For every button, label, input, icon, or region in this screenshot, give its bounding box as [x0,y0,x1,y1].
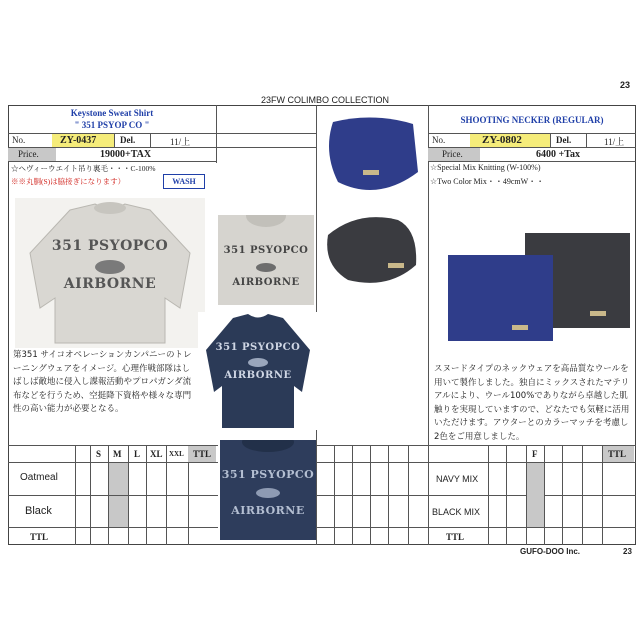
right-description: スヌードタイプのネックウェアを高品質なウールを用いて製作しました。独自にミックスされたマテリアルにより、ウール100%でありながら卓越した肌触りを実現していますので、どなたでも気軽に活用いただけます。アウターとのカラーマッチを考慮し2色をご用意しました。 [434,364,630,442]
size-s: S [96,449,102,459]
black-print-line2: AIRBORNE [224,370,292,381]
black-sweatshirt-photo [198,312,318,430]
wash-badge[interactable] [163,174,205,189]
color-oatmeal: Oatmeal [20,472,58,483]
left-del-label: Del. [120,135,136,145]
right-size-ttl: TTL [608,449,627,459]
right-spec-2: ☆Two Color Mix・・49cmW・・ [430,177,545,186]
closeup-print-line1: 351 PSYOPCO [223,245,309,256]
left-no-label: No. [12,135,26,145]
oatmeal-closeup-photo [218,215,314,305]
left-total-label: TTL [30,532,49,542]
size-l: L [134,449,141,459]
size-xxl: XXL [169,450,184,458]
black-print-line1: 351 PSYOPCO [215,342,301,353]
wings-emblem [95,260,125,274]
wash-label: WASH [172,177,196,186]
left-spec-1: ☆ヘヴィーウエイト吊り裏毛・・・C-100% [11,164,156,173]
left-price-value: 19000+TAX [100,149,152,160]
right-total-label: TTL [446,532,465,542]
size-xl: XL [150,449,163,459]
left-spec-2: ※※丸胴(S)は脇接ぎになります） [11,177,126,186]
right-no-label: No. [432,135,446,145]
page-number-top: 23 [620,80,631,90]
left-description: 第351 サイコオペレーションカンパニーのトレーニングウェアをイメージ。心理作戦部隊はしばしば敵地に侵入し諜報活動やプロパガンダ流布などを行うため、空挺降下資格や様々な専門性の高い能力が必要となる。 [13,350,192,414]
black-closeup-print-line2: AIRBORNE [231,504,305,517]
left-item-subname: " 351 PSYOP CO " [74,120,150,130]
left-del-value: 11/上 [170,137,191,147]
footer-page-number: 23 [623,547,632,556]
oatmeal-sweatshirt-photo [15,198,205,348]
black-closeup-photo [220,440,316,540]
right-price-value: 6400 +Tax [536,149,580,160]
left-item-name: Keystone Sweat Shirt [70,108,154,118]
right-no-value: ZY-0802 [482,134,522,146]
black-closeup-print-line1: 351 PSYOPCO [221,468,315,481]
oatmeal-print-line2: AIRBORNE [63,276,157,292]
footer-company: GUFO-DOO Inc. [520,547,580,556]
black-necker-photo [318,205,424,295]
color-black: Black [25,505,52,517]
two-neckers-shape [440,225,632,343]
navy-necker-shape [318,112,424,200]
left-no-value: ZY-0437 [60,135,97,146]
right-del-value: 11/上 [604,137,625,147]
two-neckers-photo [440,225,632,343]
black-necker-shape [318,205,424,295]
right-spec-1: ☆Special Mix Knitting (W-100%) [430,163,541,172]
left-price-label: Price. [18,149,39,159]
color-black-mix: BLACK MIX [432,507,481,517]
size-m: M [113,449,122,459]
right-item-name: SHOOTING NECKER (REGULAR) [460,115,604,125]
right-size-f: F [532,449,538,459]
closeup-print-line2: AIRBORNE [232,277,300,288]
collection-title: 23FW COLIMBO COLLECTION [260,95,390,105]
color-navy-mix: NAVY MIX [436,474,479,484]
right-del-label: Del. [556,135,572,145]
navy-necker-photo [318,112,424,200]
size-ttl: TTL [193,449,212,459]
oatmeal-print-line1: 351 PSYOPCO [51,238,169,254]
right-price-label: Price. [442,149,463,159]
